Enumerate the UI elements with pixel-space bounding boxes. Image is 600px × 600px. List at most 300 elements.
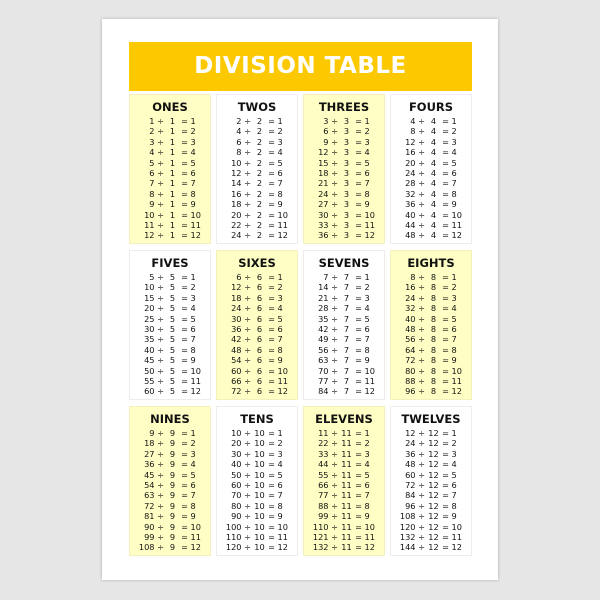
quotient: 6 — [190, 167, 196, 178]
divide-sign: ÷ — [418, 147, 425, 158]
dividend: 84 — [405, 490, 416, 501]
divide-sign: ÷ — [244, 313, 251, 324]
equals-sign: = — [442, 448, 449, 459]
equation-row — [391, 137, 471, 147]
equals-sign: = — [355, 438, 362, 449]
divisor: 7 — [343, 334, 350, 345]
divisor: 4 — [430, 136, 437, 147]
divide-sign: ÷ — [331, 479, 338, 490]
equals-sign: = — [181, 188, 188, 199]
divisor: 7 — [343, 292, 350, 303]
dividend: 24 — [231, 303, 242, 314]
equation-row — [130, 542, 210, 552]
quotient: 10 — [451, 521, 462, 532]
quotient: 9 — [190, 511, 196, 522]
divisor: 11 — [341, 511, 352, 522]
equation-row — [391, 449, 471, 459]
quotient: 11 — [451, 375, 462, 386]
divide-sign: ÷ — [157, 188, 164, 199]
equation-row — [217, 324, 297, 334]
quotient: 5 — [451, 157, 457, 168]
divisor: 2 — [256, 209, 263, 220]
divide-sign: ÷ — [331, 199, 338, 210]
equation-row — [130, 438, 210, 448]
dividend: 64 — [405, 344, 416, 355]
quotient: 9 — [451, 511, 457, 522]
divide-sign: ÷ — [331, 188, 338, 199]
quotient: 5 — [451, 469, 457, 480]
equals-sign: = — [268, 479, 275, 490]
divide-sign: ÷ — [157, 375, 164, 386]
dividend: 20 — [231, 209, 242, 220]
divide-sign: ÷ — [418, 136, 425, 147]
equals-sign: = — [181, 157, 188, 168]
divide-sign: ÷ — [331, 490, 338, 501]
divisor: 4 — [430, 188, 437, 199]
divide-sign: ÷ — [331, 313, 338, 324]
divisor: 9 — [169, 521, 176, 532]
divide-sign: ÷ — [244, 116, 251, 126]
equation-row — [217, 178, 297, 188]
dividend: 96 — [405, 386, 416, 397]
equation-row — [304, 366, 384, 376]
divide-sign: ÷ — [418, 282, 425, 293]
quotient: 4 — [277, 459, 283, 470]
dividend: 8 — [149, 188, 155, 199]
divisor: 2 — [256, 126, 263, 137]
quotient: 10 — [364, 365, 375, 376]
equation-row — [130, 511, 210, 521]
equals-sign: = — [268, 292, 275, 303]
equals-sign: = — [181, 344, 188, 355]
equation-row — [391, 522, 471, 532]
equation-row — [130, 324, 210, 334]
equation-row — [304, 386, 384, 396]
divisor: 9 — [169, 469, 176, 480]
divide-sign: ÷ — [157, 230, 164, 241]
equals-sign: = — [268, 511, 275, 522]
equals-sign: = — [442, 490, 449, 501]
divide-sign: ÷ — [244, 272, 251, 282]
divisor: 5 — [169, 323, 176, 334]
quotient: 8 — [451, 188, 457, 199]
equation-row — [391, 459, 471, 469]
divide-sign: ÷ — [244, 448, 251, 459]
equals-sign: = — [442, 147, 449, 158]
quotient: 12 — [451, 386, 462, 397]
equals-sign: = — [268, 303, 275, 314]
divisor: 11 — [341, 428, 352, 438]
divide-sign: ÷ — [244, 178, 251, 189]
dividend: 16 — [231, 188, 242, 199]
divisor: 3 — [343, 219, 350, 230]
quotient: 11 — [364, 531, 375, 542]
divisor: 2 — [256, 178, 263, 189]
equals-sign: = — [268, 469, 275, 480]
equals-sign: = — [355, 428, 362, 438]
quotient: 3 — [364, 448, 370, 459]
divisor: 7 — [343, 272, 350, 282]
divide-sign: ÷ — [244, 511, 251, 522]
division-table-fives — [129, 250, 211, 400]
division-tables-grid — [129, 94, 472, 556]
equals-sign: = — [355, 313, 362, 324]
table-title: ELEVENS — [315, 412, 373, 426]
divisor: 12 — [428, 479, 439, 490]
dividend: 40 — [405, 209, 416, 220]
equals-sign: = — [181, 116, 188, 126]
quotient: 1 — [451, 428, 457, 438]
divisor: 2 — [256, 136, 263, 147]
dividend: 99 — [318, 511, 329, 522]
equals-sign: = — [181, 292, 188, 303]
dividend: 100 — [225, 521, 242, 532]
equation-row — [391, 116, 471, 126]
dividend: 14 — [318, 282, 329, 293]
quotient: 8 — [364, 188, 370, 199]
quotient: 7 — [277, 490, 283, 501]
equation-row — [304, 532, 384, 542]
divide-sign: ÷ — [157, 323, 164, 334]
dividend: 45 — [144, 469, 155, 480]
divisor: 12 — [428, 490, 439, 501]
divisor: 6 — [256, 282, 263, 293]
equals-sign: = — [355, 344, 362, 355]
quotient: 1 — [190, 116, 196, 126]
divisor: 2 — [256, 157, 263, 168]
divisor: 9 — [169, 531, 176, 542]
dividend: 81 — [144, 511, 155, 522]
equals-sign: = — [268, 448, 275, 459]
dividend: 77 — [318, 490, 329, 501]
equals-sign: = — [268, 147, 275, 158]
divide-sign: ÷ — [331, 136, 338, 147]
divide-sign: ÷ — [331, 448, 338, 459]
divisor: 10 — [254, 521, 265, 532]
divide-sign: ÷ — [418, 292, 425, 303]
dividend: 48 — [405, 459, 416, 470]
dividend: 56 — [405, 334, 416, 345]
divide-sign: ÷ — [244, 230, 251, 241]
divisor: 6 — [256, 313, 263, 324]
dividend: 24 — [405, 438, 416, 449]
quotient: 6 — [190, 479, 196, 490]
equals-sign: = — [442, 188, 449, 199]
quotient: 9 — [364, 199, 370, 210]
equation-row — [130, 230, 210, 240]
divisor: 3 — [343, 230, 350, 241]
divisor: 7 — [343, 313, 350, 324]
quotient: 6 — [277, 323, 283, 334]
quotient: 8 — [451, 344, 457, 355]
dividend: 18 — [231, 199, 242, 210]
dividend: 14 — [231, 178, 242, 189]
divide-sign: ÷ — [157, 531, 164, 542]
equation-row — [304, 459, 384, 469]
divisor: 1 — [169, 188, 176, 199]
divisor: 7 — [343, 303, 350, 314]
equals-sign: = — [442, 126, 449, 137]
dividend: 55 — [144, 375, 155, 386]
divide-sign: ÷ — [418, 323, 425, 334]
equals-sign: = — [268, 230, 275, 241]
equation-row — [217, 449, 297, 459]
divisor: 9 — [169, 479, 176, 490]
divide-sign: ÷ — [244, 219, 251, 230]
divisor: 10 — [254, 428, 265, 438]
divisor: 6 — [256, 375, 263, 386]
equals-sign: = — [442, 136, 449, 147]
divide-sign: ÷ — [418, 428, 425, 438]
divisor: 9 — [169, 500, 176, 511]
equation-row — [304, 137, 384, 147]
table-title: EIGHTS — [407, 256, 455, 270]
dividend: 20 — [231, 438, 242, 449]
divide-sign: ÷ — [244, 167, 251, 178]
equals-sign: = — [442, 230, 449, 241]
equation-row — [130, 210, 210, 220]
dividend: 11 — [318, 428, 329, 438]
dividend: 42 — [318, 323, 329, 334]
dividend: 35 — [318, 313, 329, 324]
divisor: 11 — [341, 459, 352, 470]
quotient: 10 — [190, 521, 201, 532]
equals-sign: = — [268, 500, 275, 511]
quotient: 5 — [190, 157, 196, 168]
divide-sign: ÷ — [418, 531, 425, 542]
division-table-twos — [216, 94, 298, 244]
equals-sign: = — [181, 469, 188, 480]
equals-sign: = — [442, 500, 449, 511]
dividend: 12 — [144, 230, 155, 241]
divisor: 3 — [343, 147, 350, 158]
divide-sign: ÷ — [331, 531, 338, 542]
equals-sign: = — [181, 126, 188, 137]
equals-sign: = — [268, 126, 275, 137]
divisor: 4 — [430, 157, 437, 168]
divisor: 10 — [254, 448, 265, 459]
equation-row — [304, 314, 384, 324]
equation-row — [304, 272, 384, 282]
divide-sign: ÷ — [331, 469, 338, 480]
dividend: 3 — [323, 116, 329, 126]
equation-row — [391, 178, 471, 188]
dividend: 6 — [323, 126, 329, 137]
divide-sign: ÷ — [331, 272, 338, 282]
table-title: TENS — [240, 412, 274, 426]
divide-sign: ÷ — [157, 459, 164, 470]
equals-sign: = — [442, 344, 449, 355]
equation-row — [130, 147, 210, 157]
dividend: 20 — [405, 157, 416, 168]
dividend: 3 — [149, 136, 155, 147]
divide-sign: ÷ — [157, 542, 164, 553]
divide-sign: ÷ — [244, 469, 251, 480]
equals-sign: = — [268, 334, 275, 345]
dividend: 80 — [231, 500, 242, 511]
equation-row — [391, 314, 471, 324]
quotient: 2 — [364, 438, 370, 449]
divisor: 10 — [254, 500, 265, 511]
dividend: 24 — [318, 188, 329, 199]
equation-row — [217, 345, 297, 355]
equals-sign: = — [355, 272, 362, 282]
divisor: 3 — [343, 157, 350, 168]
equation-row — [130, 449, 210, 459]
dividend: 22 — [318, 438, 329, 449]
equation-row — [217, 147, 297, 157]
quotient: 5 — [364, 313, 370, 324]
equation-row — [391, 542, 471, 552]
divisor: 11 — [341, 438, 352, 449]
divisor: 6 — [256, 334, 263, 345]
dividend: 7 — [149, 178, 155, 189]
divide-sign: ÷ — [331, 438, 338, 449]
equals-sign: = — [442, 428, 449, 438]
quotient: 4 — [277, 147, 283, 158]
division-table-ones — [129, 94, 211, 244]
quotient: 11 — [277, 375, 288, 386]
equation-row — [217, 189, 297, 199]
divisor: 7 — [343, 386, 350, 397]
divisor: 5 — [169, 282, 176, 293]
quotient: 6 — [277, 479, 283, 490]
quotient: 9 — [364, 355, 370, 366]
equals-sign: = — [268, 272, 275, 282]
divide-sign: ÷ — [331, 459, 338, 470]
divide-sign: ÷ — [418, 126, 425, 137]
equation-row — [130, 272, 210, 282]
equation-row — [304, 126, 384, 136]
dividend: 15 — [318, 157, 329, 168]
equation-row — [217, 501, 297, 511]
equation-row — [391, 199, 471, 209]
dividend: 55 — [318, 469, 329, 480]
equation-row — [391, 428, 471, 438]
equals-sign: = — [355, 542, 362, 553]
quotient: 8 — [190, 500, 196, 511]
dividend: 7 — [323, 272, 329, 282]
equals-sign: = — [181, 375, 188, 386]
equation-row — [217, 522, 297, 532]
divisor: 10 — [254, 542, 265, 553]
quotient: 8 — [277, 344, 283, 355]
divisor: 1 — [169, 178, 176, 189]
divisor: 4 — [430, 147, 437, 158]
dividend: 6 — [236, 136, 242, 147]
divide-sign: ÷ — [157, 292, 164, 303]
divide-sign: ÷ — [244, 479, 251, 490]
dividend: 120 — [399, 521, 416, 532]
equals-sign: = — [268, 531, 275, 542]
divisor: 6 — [256, 323, 263, 334]
divide-sign: ÷ — [157, 147, 164, 158]
dividend: 90 — [144, 521, 155, 532]
dividend: 120 — [225, 542, 242, 553]
equation-row — [391, 272, 471, 282]
quotient: 1 — [451, 272, 457, 282]
equation-row — [130, 137, 210, 147]
equals-sign: = — [355, 323, 362, 334]
dividend: 21 — [318, 178, 329, 189]
equation-row — [304, 449, 384, 459]
equation-row — [217, 532, 297, 542]
divisor: 2 — [256, 199, 263, 210]
dividend: 28 — [405, 178, 416, 189]
divide-sign: ÷ — [157, 178, 164, 189]
dividend: 30 — [144, 323, 155, 334]
dividend: 6 — [149, 167, 155, 178]
quotient: 10 — [364, 209, 375, 220]
divide-sign: ÷ — [418, 469, 425, 480]
quotient: 4 — [190, 147, 196, 158]
quotient: 5 — [451, 313, 457, 324]
divisor: 5 — [169, 272, 176, 282]
equals-sign: = — [268, 116, 275, 126]
equals-sign: = — [355, 136, 362, 147]
quotient: 3 — [190, 292, 196, 303]
divide-sign: ÷ — [331, 500, 338, 511]
equals-sign: = — [355, 386, 362, 397]
equals-sign: = — [181, 448, 188, 459]
quotient: 6 — [364, 323, 370, 334]
equation-row — [217, 282, 297, 292]
quotient: 6 — [451, 479, 457, 490]
divide-sign: ÷ — [331, 157, 338, 168]
equals-sign: = — [355, 355, 362, 366]
quotient: 11 — [364, 219, 375, 230]
divide-sign: ÷ — [418, 334, 425, 345]
divisor: 5 — [169, 334, 176, 345]
quotient: 9 — [451, 355, 457, 366]
equation-row — [304, 480, 384, 490]
divide-sign: ÷ — [244, 292, 251, 303]
divide-sign: ÷ — [157, 167, 164, 178]
equation-row — [391, 210, 471, 220]
equation-row — [304, 189, 384, 199]
equals-sign: = — [268, 521, 275, 532]
divide-sign: ÷ — [157, 386, 164, 397]
dividend: 42 — [231, 334, 242, 345]
equals-sign: = — [268, 355, 275, 366]
dividend: 5 — [149, 157, 155, 168]
equals-sign: = — [442, 167, 449, 178]
dividend: 9 — [149, 199, 155, 210]
equals-sign: = — [268, 375, 275, 386]
dividend: 33 — [318, 448, 329, 459]
quotient: 10 — [277, 365, 288, 376]
divisor: 5 — [169, 375, 176, 386]
divide-sign: ÷ — [244, 375, 251, 386]
equals-sign: = — [181, 438, 188, 449]
quotient: 6 — [364, 479, 370, 490]
equals-sign: = — [442, 323, 449, 334]
equation-row — [391, 532, 471, 542]
divide-sign: ÷ — [244, 136, 251, 147]
quotient: 8 — [277, 500, 283, 511]
equation-row — [304, 147, 384, 157]
dividend: 90 — [231, 511, 242, 522]
equation-row — [391, 230, 471, 240]
equation-row — [304, 511, 384, 521]
equation-row — [217, 158, 297, 168]
quotient: 11 — [451, 531, 462, 542]
equals-sign: = — [268, 490, 275, 501]
table-title: TWELVES — [401, 412, 461, 426]
equals-sign: = — [355, 531, 362, 542]
divide-sign: ÷ — [244, 323, 251, 334]
divide-sign: ÷ — [244, 209, 251, 220]
